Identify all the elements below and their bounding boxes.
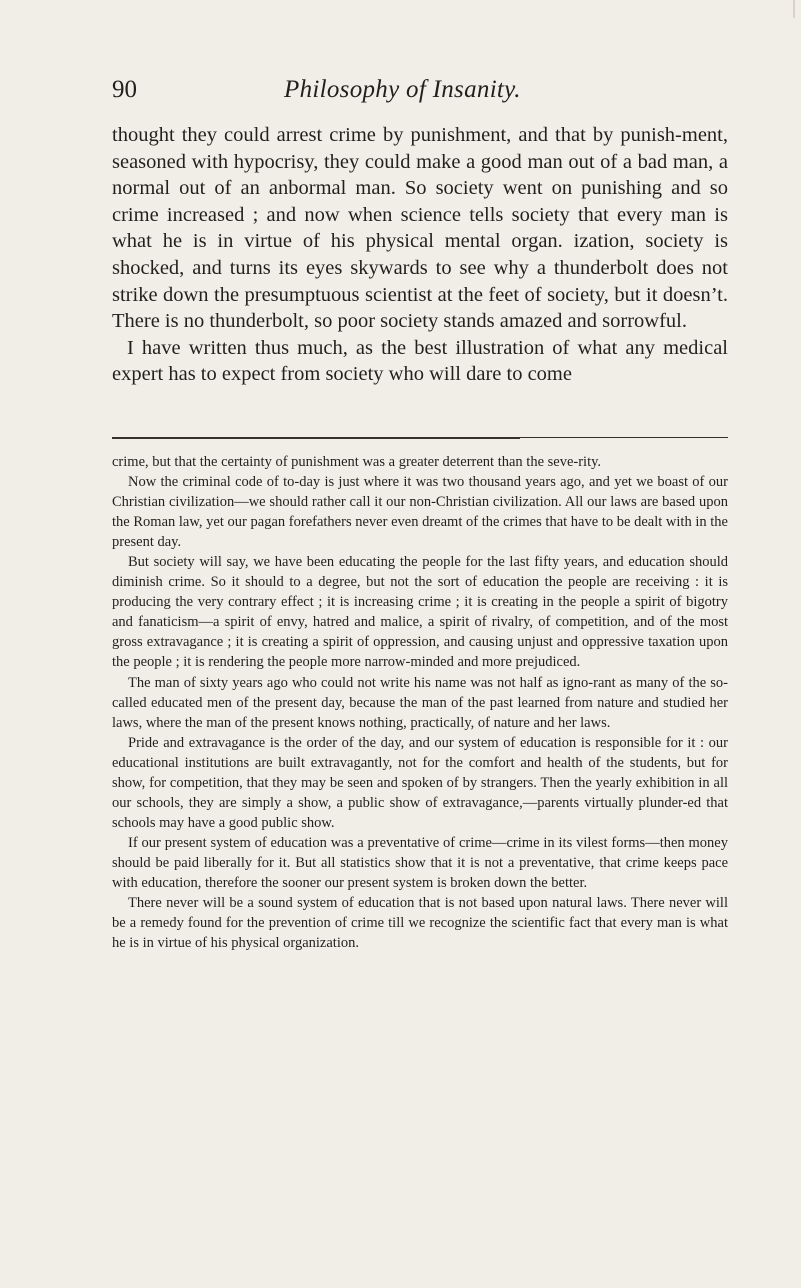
page-number: 90 [112,76,137,103]
continued-paragraph: Now the criminal code of to-day is just where it was two thousand years ago, and yet we boast of our Christian civilization—we should rather call it our non-Christian civilization. All our laws are based upon the Roman law, yet our pagan forefathers never even dreamt of the crimes that have to be dealt with in the present day. [112,474,728,551]
continued-paragraph: The man of sixty years ago who could not write his name was not half as igno-rant as many of the so-called educated men of the present day, because the man of the past learned from nature and studied her laws, where the man of the present knows nothing, practically, of nature and her laws. [112,674,728,731]
continued-paragraph: But society will say, we have been educating the people for the last fifty years, and education should diminish crime. So it should to a degree, but not the sort of education the people are receiving : it is producing the very contrary effect ; it is increasing crime ; it is creating in the people a spirit of bigotry and fanaticism—a spirit of envy, hatred and malice, a spirit of rivalry, of competition, and of the most gross extravagance ; it is creating a spirit of oppression, and causing unjust and oppressive taxation upon the people ; it is rendering the people more narrow-minded and more prejudiced. [112,554,728,671]
continued-paragraph: If our present system of education was a preventative of crime—crime in its vilest forms—then money should be paid liberally for it. But all statistics show that it is not a preventative, that crime keeps pace with education, therefore the sooner our present system is broken down the better. [112,834,728,891]
page-edge-mark [793,0,795,18]
main-text-block [112,122,728,388]
section-divider-secondary [112,438,520,439]
continued-paragraph: crime, but that the certainty of punishment was a greater deterrent than the seve-rity. [112,454,602,470]
running-head [112,74,732,114]
continued-text-block [112,452,728,953]
running-title: Philosophy of Insanity. [284,76,521,103]
main-paragraph: thought they could arrest crime by punishment, and that by punish-ment, seasoned with hypocrisy, they could make a good man out of a bad man, a normal out of an anbormal man. So society went on punishing and so crime increased ; and now when science tells society that every man is what he is in virtue of his physical mental organ. ization, society is shocked, and turns its eyes skywards to see why a thunderbolt does not strike down the presumptuous scientist at the feet of society, but it doesn’t. There is no thunderbolt, so poor society stands amazed and sorrowful. [112,124,728,333]
continued-paragraph: Pride and extravagance is the order of the day, and our system of education is responsible for it : our educational institutions are built extravagantly, not for the comfort and health of the students, but for show, for competition, that they may be seen and spoken of by strangers. Then the yearly exhibition in all our schools, they are simply a show, a public show of extravagance,—parents virtually plunder-ed that schools may have a good public show. [112,734,728,831]
continued-paragraph: There never will be a sound system of education that is not based upon natural laws. There never will be a remedy found for the prevention of crime till we recognize the scientific fact that every man is what he is in virtue of his physical organization. [112,895,728,952]
main-paragraph: I have written thus much, as the best illustration of what any medical expert has to expect from society who will dare to come [112,336,728,386]
